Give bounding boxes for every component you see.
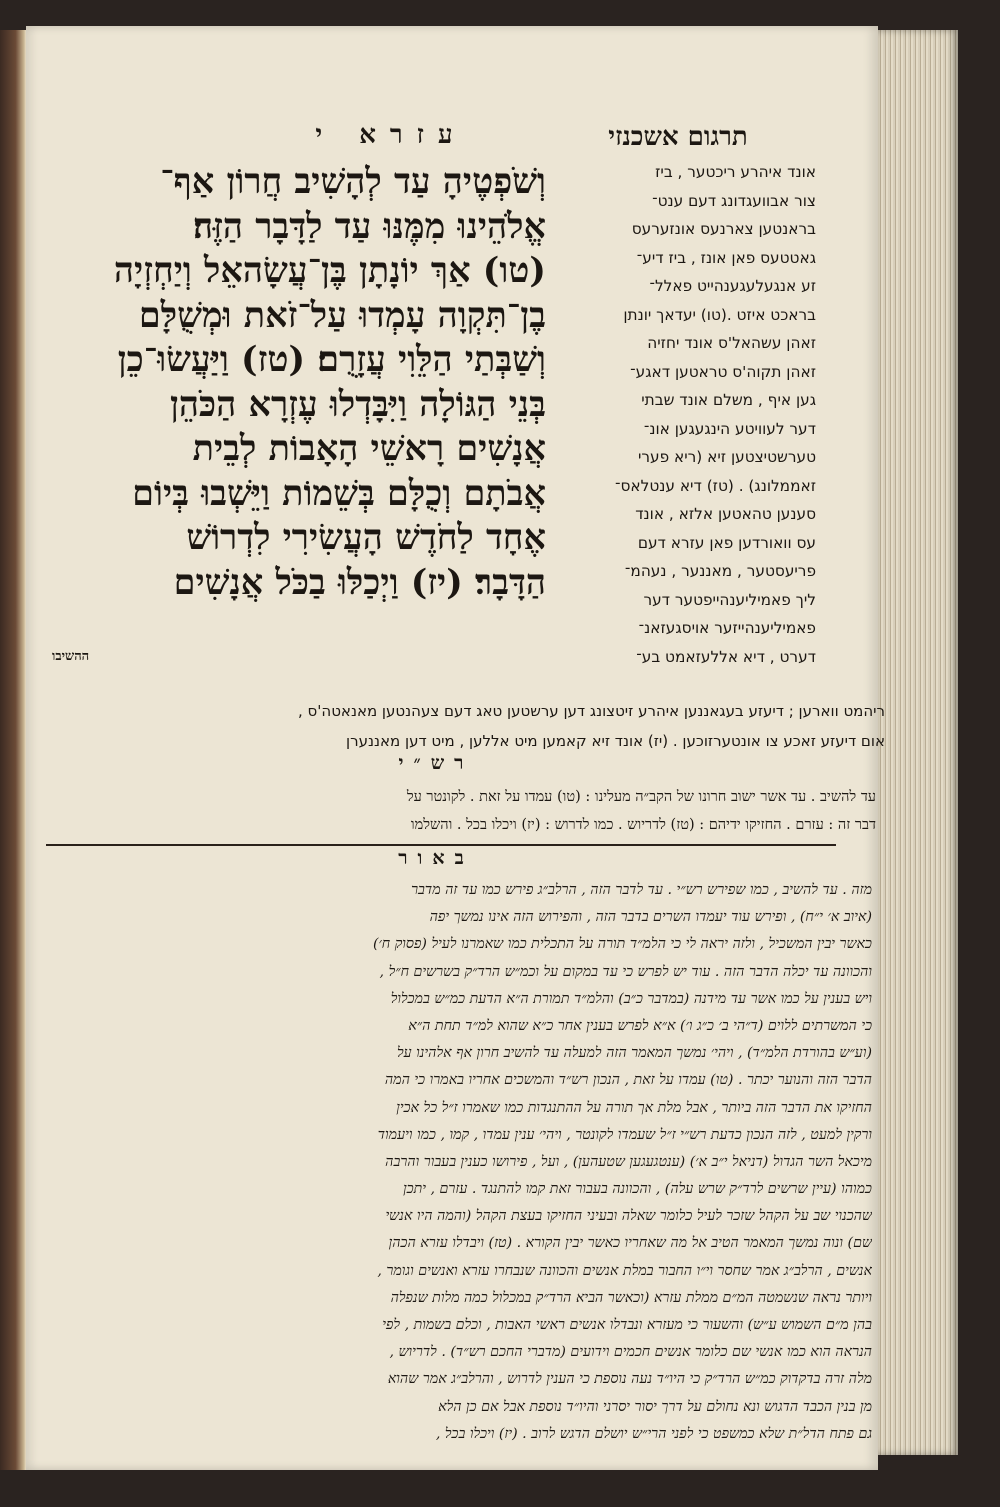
rashi-title: רש״י bbox=[398, 752, 474, 774]
rashi-line: דבר זה : עזרם . החזיקו ידיהם : (טז) לדריוש . כמו לדרוש : (יז) ויכלו בכל . והשלמו bbox=[410, 817, 876, 833]
beur-line: (וע״ש בהורדת הלמ״ד) , ויהי׳ נמשך המאמר הזה למעלה עד להשיב חרון אף אלהינו על bbox=[397, 1045, 872, 1062]
verse-line: וְשֹׁפְטֶיהָ עַד לְהָשִׁיב חֲרוֹן אַף־ bbox=[160, 161, 546, 202]
translation-line: עס וואורדען פאן עזרא דעם bbox=[637, 533, 816, 552]
translation-continuation bbox=[40, 696, 885, 756]
beur-line: מלה זרה בדקדוק כמ״ש הרד״ק כי היו״ד נעה נוספת כי הענין לדרוש , והרלב״ג אמר שהוא bbox=[387, 1371, 872, 1388]
verse-line: הַדָּבָר׃ (יז) וַיְכַלּוּ בַכֹּל אֲנָשִׁים bbox=[173, 561, 546, 603]
beur-line: אנשים , הרלב״ג אמר שחסר וי״ו החבור במלת אנשים והכוונה שנבחרו עזרא ואנשים וגומר , bbox=[377, 1262, 872, 1279]
verse-line: (טו) אַךְ יוֹנָתָן בֶּן־עֲשָׂהאֵל וְיַחְזְיָה bbox=[113, 250, 546, 291]
beur-line: והכוונה עד יכלה הדבר הזה . עוד יש לפרש כי עד במקום על וכמ״ש הרד״ק בשרשים ח״ל , bbox=[379, 963, 872, 980]
rashi-line: עד להשיב . עד אשר ישוב חרונו של הקב״ה מעלינו : (טו) עמדו על זאת . לקונטר על bbox=[406, 789, 876, 805]
beur-line: מיכאל השר הגדול (דניאל י״ב א׳) (ענטגעגען שטעהען) , ועל , פירושו כענין בעבור והרבה bbox=[385, 1153, 872, 1170]
translation-line: טערשטיצטען זיא (ריא פערי bbox=[637, 448, 816, 466]
verse-line: אֲנָשִׁים רָאשֵׁי הָאָבוֹת לְבֵית bbox=[192, 428, 546, 469]
german-translation-column bbox=[552, 158, 816, 671]
verse-line: בְּנֵי הַגּוֹלָה וַיִּבָּדְלוּ עֶזְרָא הַכֹּהֵן bbox=[170, 383, 546, 425]
translation-line: זאהן עשהאל'ס אונד יחזיה bbox=[647, 334, 816, 352]
section-divider bbox=[46, 844, 836, 846]
translation-line: זע אנגעלעגענהייט פאלל־ bbox=[649, 277, 816, 295]
beur-line: מזה . עד להשיב , כמו שפירש רש״י . עד לדבר הזה , הרלב״ג פירש כמו עד זה מדבר bbox=[411, 882, 872, 898]
beur-line: שם) ונוה נמשך המאמר הטיב אל מה שאחריו כאשר יבין הקורא . (טז) ויבדלו עזרא הכהן bbox=[388, 1235, 872, 1252]
beur-line: ויש בענין על כמו אשר עד מידנה (במדבר כ״ב) והלמ״ד תמורת ה״א הדעת כמ״ש במכלול bbox=[390, 990, 872, 1007]
verse-line: אֲבֹתָם וְכֻלָּם בְּשֵׁמוֹת וַיֵּשְׁבוּ בְּיוֹם bbox=[132, 472, 546, 514]
translation-line: דערט , דיא אללעזאמט בע־ bbox=[636, 647, 816, 666]
translation-line: סענען טהאטען אלזא , אונד bbox=[635, 505, 816, 523]
translation-line: זאממלונג) . (טז) דיא ענטלאס־ bbox=[614, 476, 816, 495]
translation-continuation-line: אום דיעזע זאכע צו אונטערזוכען . (יז) אונד זיא קאמען מיט אללען , מיט דען מאננערן bbox=[346, 732, 885, 750]
book-spine-left bbox=[0, 30, 26, 1470]
beur-line: כאשר יבין המשכיל , ולזה יראה לי כי הלמ״ד תורה על התכלית כמו שאמרנו לעיל (פסוק ח׳) bbox=[372, 936, 872, 953]
rashi-commentary bbox=[46, 783, 876, 839]
translation-line: צור אבוועגדונג דעם ענט־ bbox=[652, 191, 816, 210]
translation-line: גען איף , משלם אונד שבתי bbox=[641, 391, 816, 409]
book-header: עזרא י bbox=[315, 120, 467, 150]
page-edges-right bbox=[878, 30, 958, 1455]
book-page bbox=[26, 26, 885, 1470]
beur-commentary bbox=[46, 877, 872, 1448]
beur-line: ורקין למעט , לזה הנכון כדעת רש״י ז״ל שעמדו לקונטר , ויהי׳ ענין עמדו , קמו , כמו ויעמוד bbox=[377, 1126, 872, 1143]
beur-line: כי המשרתים ללוים (ד״הי ב׳ כ״ג ו׳) א״א לפרש בענין אחר כ״א שהוא למ״ד תחת ה״א bbox=[408, 1017, 872, 1034]
translation-line: ליך פאמיליענהייפטער דער bbox=[643, 590, 816, 609]
translation-line: גאטטעס פאן אונז , ביז דיע־ bbox=[636, 248, 816, 267]
translation-line: זאהן תקוה'ס טראטען דאגע־ bbox=[630, 362, 816, 381]
beur-line: גם פתח הדל״ת שלא כמשפט כי לפני הרי״ש יושלם הדגש לרוב . (יז) ויכלו בכל , bbox=[435, 1425, 872, 1442]
beur-title: באור bbox=[398, 847, 474, 869]
translation-header: תרגום אשכנזי bbox=[608, 122, 748, 152]
scripture-column bbox=[46, 160, 546, 605]
catchword: ההשיבו bbox=[52, 649, 90, 664]
beur-line: החזיקו את הדבר הזה ביותר , אבל מלת אך תורה על ההתנגדות כמו שאמרו ז״ל כל אכין bbox=[396, 1099, 872, 1116]
verse-line: אֱלֹהֵינוּ מִמֶּנּוּ עַד לַדָּבָר הַזֶּה׃ bbox=[193, 205, 546, 247]
verse-line: בֶן־תִּקְוָה עָמְדוּ עַל־זֹאת וּמְשֻׁלָּם bbox=[138, 294, 546, 336]
beur-line: (איוב א׳ י״ח) , ופירש עוד יעמדו השרים בדבר הזה , והפירוש הזה אינו נמשך יפה bbox=[429, 909, 872, 926]
translation-line: פריעסטער , מאננער , נעהמ־ bbox=[624, 562, 816, 580]
verse-line: אֶחָד לַחֹדֶשׁ הָעֲשִׂירִי לִדְרוֹשׁ bbox=[186, 517, 546, 558]
translation-line: פאמיליענהייזער אויסגעזאנ־ bbox=[638, 619, 816, 637]
beur-line: ויותר נראה שנשמטה המ״ם ממלת עזרא (וכאשר הביא הרד״ק במכלול כמה מלות שנפלה bbox=[390, 1289, 872, 1306]
translation-continuation-line: ריהמט ווארען ; דיעזע בעגאננען איהרע זיטצונג דען ערשטען טאג דעם צעהנטען מאנאטה'ס , bbox=[298, 702, 885, 720]
beur-line: בהן מ״ם השמוש ע״ש) והשעור כי מעזרא ונבדלו אנשים ראשי האבות , וכלם בשמות , לפי bbox=[382, 1317, 872, 1333]
translation-line: בראכט איזט .(טו) יעדאך יונתן bbox=[623, 305, 816, 324]
beur-line: שהכנוי שב על הקהל שזכר לעיל כלומר שאלה ובעיני החזיקו בעצת הקהל (והמה היו אנשי bbox=[385, 1208, 872, 1225]
translation-line: בראנטען צארנעס אונזערעס bbox=[631, 220, 816, 238]
beur-line: הנראה הוא כמו אנשי שם כלומר אנשים חכמים וידועים (מדברי החכם רש״ד) . לדריוש , bbox=[389, 1344, 872, 1361]
verse-line: וְשַׁבְּתַי הַלֵּוִי עֲזָרֻם׃ (טז) וַיַּעֲשׂוּ־כֵן bbox=[117, 339, 546, 380]
beur-line: מן בנין הכבד הדגוש ונא נחולם על דרך יסור יסרני והיו״ד נוספת אבל אם כן הלא bbox=[438, 1398, 872, 1415]
translation-line: דער לעוויטע הינגעגען אונ־ bbox=[643, 419, 816, 438]
translation-line: אונד איהרע ריכטער , ביז bbox=[655, 163, 816, 181]
beur-line: כמוהו (עיין שרשים לרד״ק שרש עלה) , והכוונה בעבור זאת קמו להתנגד . עזרם , יתכן bbox=[403, 1181, 872, 1198]
beur-line: הדבר הזה והנוער יכתר . (טו) עמדו על זאת , הנכון רש״ד והמשכים אחריו באמרו כי המה bbox=[384, 1072, 872, 1089]
